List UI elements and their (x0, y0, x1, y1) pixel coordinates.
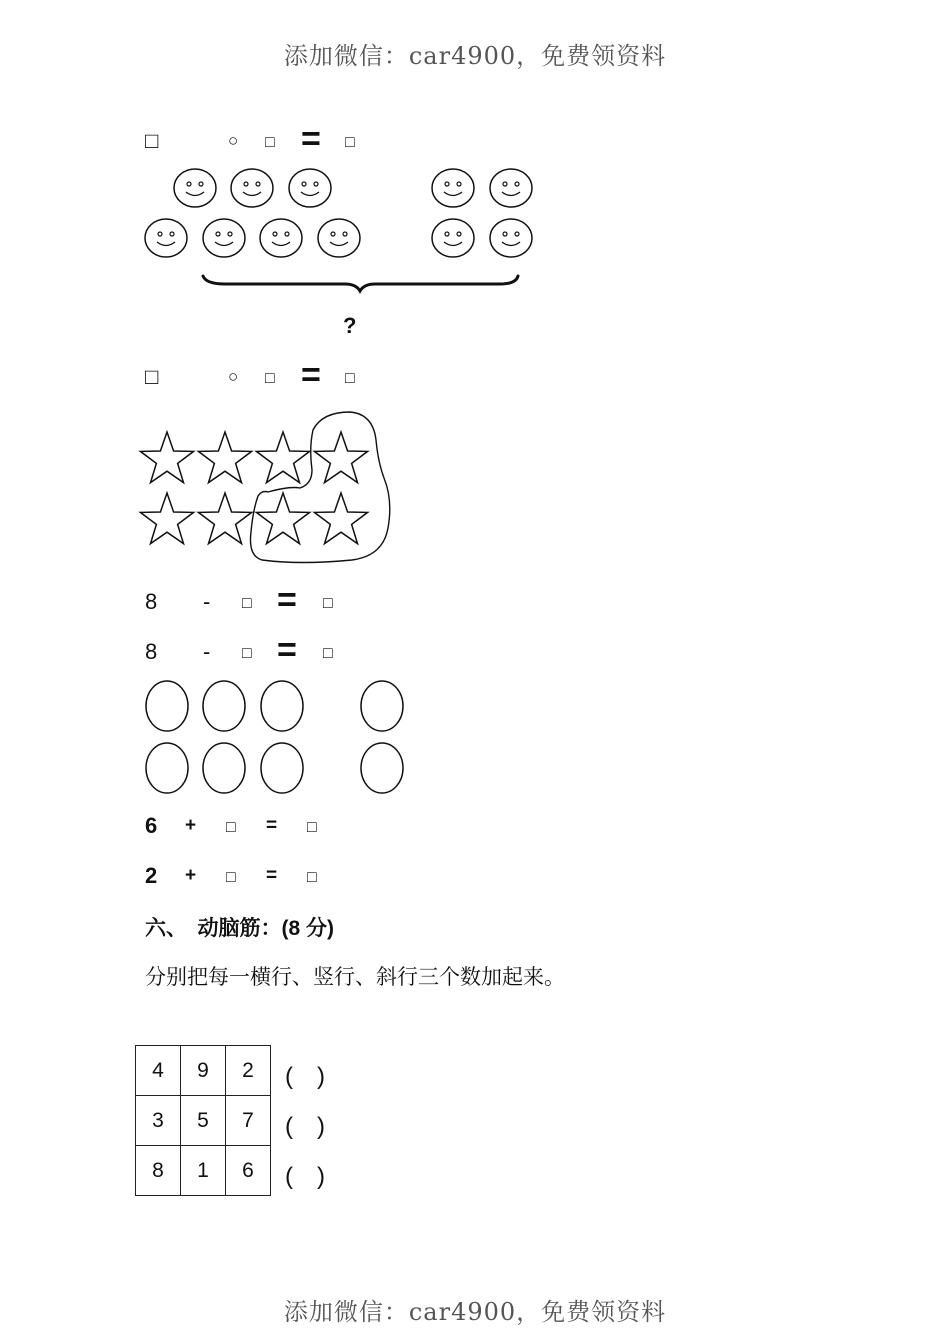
answer-box[interactable]: □ (145, 128, 159, 153)
grid-row (136, 1096, 271, 1146)
star-icon (314, 493, 367, 544)
answer-box[interactable]: □ (345, 134, 355, 151)
header-watermark: 添加微信：car4900，免费领资料 (283, 42, 667, 70)
grid-cell: 2 (226, 1046, 271, 1096)
oval-icon (261, 681, 303, 731)
grid-cell: 8 (136, 1146, 181, 1196)
equals-sign: = (277, 581, 297, 619)
smiley-face-icon (490, 219, 532, 257)
smiley-face-icon (174, 169, 216, 207)
answer-box[interactable]: □ (345, 370, 355, 387)
smiley-group-right-bottom (432, 219, 532, 257)
answer-box[interactable]: □ (226, 819, 236, 836)
section-instruction: 分别把每一横行、竖行、斜行三个数加起来。 (145, 966, 565, 989)
operator-circle[interactable]: ○ (228, 367, 239, 386)
oval-group (146, 681, 403, 793)
answer-paren[interactable]: ( ) (285, 1113, 325, 1140)
answer-box[interactable]: □ (323, 595, 333, 612)
answer-box[interactable]: □ (307, 869, 317, 886)
answer-box[interactable]: □ (323, 645, 333, 662)
answer-box[interactable]: □ (265, 370, 275, 387)
answer-box[interactable]: □ (242, 645, 252, 662)
equals-sign: = (277, 631, 297, 669)
star-icon (198, 493, 251, 544)
equation-number: 2 (145, 863, 158, 888)
grid-cell: 6 (226, 1146, 271, 1196)
oval-icon (203, 681, 245, 731)
equals-sign: = (266, 865, 278, 886)
equals-sign: = (301, 120, 321, 158)
oval-icon (146, 681, 188, 731)
operator-circle[interactable]: ○ (228, 131, 239, 150)
answer-box[interactable]: □ (226, 869, 236, 886)
smiley-group-left-bottom (145, 219, 360, 257)
grid-cell: 5 (181, 1096, 226, 1146)
equals-sign: = (301, 356, 321, 394)
grid-cell: 1 (181, 1146, 226, 1196)
smiley-face-icon (490, 169, 532, 207)
footer-watermark: 添加微信：car4900，免费领资料 (283, 1298, 667, 1326)
answer-box[interactable]: □ (265, 134, 275, 151)
smiley-face-icon (203, 219, 245, 257)
oval-icon (361, 681, 403, 731)
grid-row (136, 1046, 271, 1096)
star-icon (140, 432, 193, 483)
equation-number: 6 (145, 813, 158, 838)
grid-cell: 9 (181, 1046, 226, 1096)
answer-box[interactable]: □ (307, 819, 317, 836)
oval-icon (261, 743, 303, 793)
oval-icon (203, 743, 245, 793)
minus-sign: - (203, 589, 211, 614)
smiley-face-icon (432, 219, 474, 257)
grid-row (136, 1146, 271, 1196)
star-icon (140, 493, 193, 544)
minus-sign: - (203, 639, 211, 664)
equation-number: 8 (145, 639, 158, 664)
star-group (140, 432, 367, 544)
equals-sign: = (266, 815, 278, 836)
answer-box[interactable]: □ (145, 364, 159, 389)
grid-cell: 4 (136, 1046, 181, 1096)
oval-icon (361, 743, 403, 793)
grid-cell: 7 (226, 1096, 271, 1146)
star-icon (314, 432, 367, 483)
smiley-face-icon (231, 169, 273, 207)
smiley-face-icon (145, 219, 187, 257)
grid-cell: 3 (136, 1096, 181, 1146)
equation-number: 8 (145, 589, 158, 614)
smiley-face-icon (318, 219, 360, 257)
smiley-face-icon (289, 169, 331, 207)
plus-sign: + (185, 815, 197, 836)
answer-box[interactable]: □ (242, 595, 252, 612)
oval-icon (146, 743, 188, 793)
star-icon (256, 432, 309, 483)
question-mark: ? (343, 313, 357, 338)
smiley-group-left-top (174, 169, 331, 207)
smiley-face-icon (432, 169, 474, 207)
answer-paren[interactable]: ( ) (285, 1063, 325, 1090)
magic-square-grid (135, 1045, 271, 1196)
curly-brace-icon (203, 276, 518, 291)
smiley-group-right-top (432, 169, 532, 207)
star-icon (256, 493, 309, 544)
answer-paren[interactable]: ( ) (285, 1163, 325, 1190)
smiley-face-icon (260, 219, 302, 257)
plus-sign: + (185, 865, 197, 886)
star-icon (198, 432, 251, 483)
section-title: 六、 动脑筋：(8 分) (145, 917, 334, 940)
